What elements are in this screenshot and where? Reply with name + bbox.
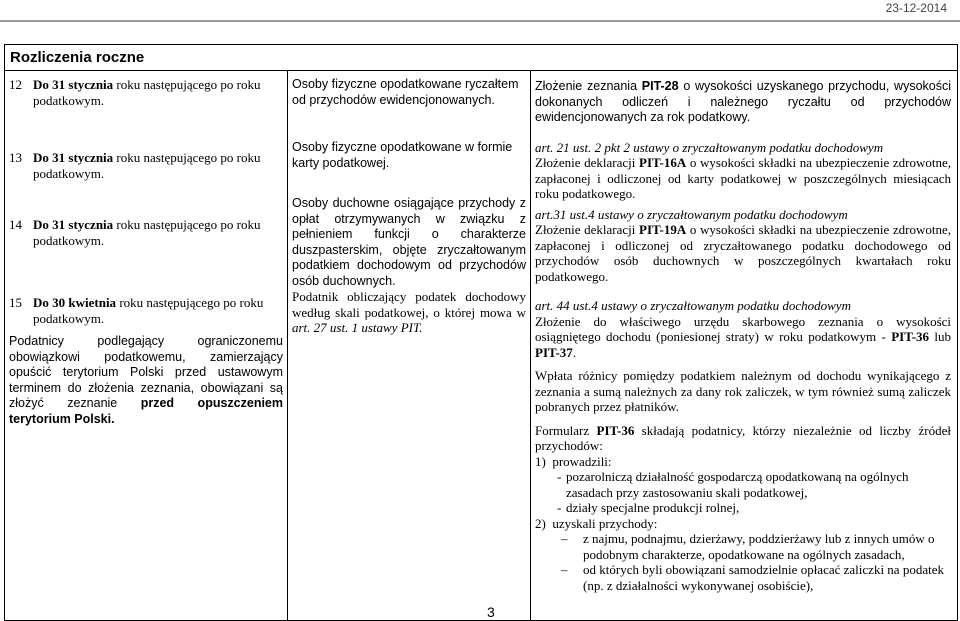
page-number: 3 [487, 604, 495, 620]
legal-ref-pit19a: art.31 ust.4 ustawy o zryczałtowanym podatku dochodowym [535, 206, 848, 222]
departure-note: Podatnicy podlegający ograniczonemu obowiązkowi podatkowemu, zamierzający opuścić terytorium Polski przed ustawowym terminem do złożenia zeznania, obowiązani są złożyć zeznanie przed opuszczeniem terytorium Polski. [9, 334, 283, 426]
list-item: – z najmu, podnajmu, dzierżawy, poddzierżawy lub z innych umów o podobnym charakterze, opodatkowane na ogólnych zasadach, [561, 531, 935, 562]
deadline-text: Do 31 stycznia roku następującego po roku podatkowym. [33, 217, 261, 248]
list-item: – od których byli obowiązani samodzielnie opłacać zaliczki na podatek (np. z działalności wykonywanej osobiście), [561, 562, 944, 593]
obligation-column [531, 71, 958, 621]
deadline-text: Do 31 stycznia roku następującego po roku podatkowym. [33, 77, 261, 108]
deadline-column [5, 71, 288, 621]
row-number: 15 [9, 295, 22, 310]
deadline-row-14 [9, 217, 283, 248]
income-list [535, 531, 951, 593]
payment-difference: Wpłata różnicy pomiędzy podatkiem należnym od dochodu wynikającego z zeznania a sumą należnych za dany rok zaliczek, w tym również sumą zaliczek pobranych przez płatników. [535, 368, 952, 414]
taxpayer-column [288, 71, 531, 621]
table-title-row [5, 45, 958, 71]
row-number: 14 [9, 217, 22, 232]
deadline-row-15 [9, 295, 283, 326]
row-number: 12 [9, 77, 22, 92]
list-heading-2: 2) uzyskali przychody: [535, 515, 658, 531]
deadline-text: Do 30 kwietnia roku następującego po roku podatkowym. [33, 295, 264, 326]
obligation-pit19a: Złożenie deklaracji PIT-19A o wysokości składki na ubezpieczenie zdrowotne, zapłaconej i odliczonej od zryczałtowanego podatku dochodowego od przychodów osób duchownych w poszczególnych kwartałach roku podatkowego. [535, 222, 952, 284]
obligation-pit16a: Złożenie deklaracji PIT-16A o wysokości składki na ubezpieczenie zdrowotne, zapłaconej i odliczonej od karty podatkowej w poszczególnych miesiącach roku podatkowego. [535, 155, 952, 201]
row-number: 13 [9, 150, 22, 165]
header-rule [0, 20, 960, 22]
deadline-row-13 [9, 150, 283, 181]
deadline-text: Do 31 stycznia roku następującego po roku podatkowym. [33, 150, 261, 181]
taxpayer-tax-card: Osoby fizyczne opodatkowane w formie karty podatkowej. [292, 140, 513, 170]
list-item: - działy specjalne produkcji rolnej, [557, 500, 740, 515]
legal-ref-pit16a: art. 21 ust. 2 pkt 2 ustawy o zryczałtowanym podatku dochodowym [535, 139, 884, 155]
taxpayer-clergy: Osoby duchowne osiągające przychody z opłat otrzymywanych w związku z pełnieniem funkcji o charakterze duszpasterskim, objęte zryczałtowanym podatkiem dochodowym od przychodów osób duchownych. [292, 196, 526, 288]
list-heading-1: 1) prowadzili: [535, 453, 612, 469]
settlements-table [4, 44, 958, 621]
deadline-row-12 [9, 77, 283, 108]
pit36-intro: Formularz PIT-36 składają podatnicy, którzy niezależnie od liczby źródeł przychodów: [535, 422, 952, 453]
header-date: 23-12-2014 [885, 1, 947, 15]
taxpayer-lump-sum: Osoby fizyczne opodatkowane ryczałtem od przychodów ewidencjonowanych. [292, 77, 519, 107]
table-row [5, 71, 958, 621]
section-title: Rozliczenia roczne [5, 45, 958, 71]
activity-list [535, 469, 951, 516]
obligation-pit28: Złożenie zeznania PIT-28 o wysokości uzyskanego przychodu, wysokości dokonanych odliczeń i należnego ryczałtu od przychodów ewidencjonowanych za rok podatkowy. [535, 79, 952, 124]
list-item: - pozarolniczą działalność gospodarczą opodatkowaną na ogólnych zasadach przy zastosowaniu skali podatkowej, [557, 469, 909, 500]
legal-ref-pit36: art. 44 ust.4 ustawy o zryczałtowanym podatku dochodowym [535, 298, 851, 313]
taxpayer-tax-scale: Podatnik obliczający podatek dochodowy według skali podatkowej, o której mowa w art. 27 ust. 1 ustawy PIT. [292, 289, 526, 335]
obligation-pit36-37: Złożenie do właściwego urzędu skarbowego zeznania o wysokości osiągniętego dochodu (poniesionej straty) w roku podatkowym - PIT-36 lub PIT-37. [535, 313, 952, 360]
